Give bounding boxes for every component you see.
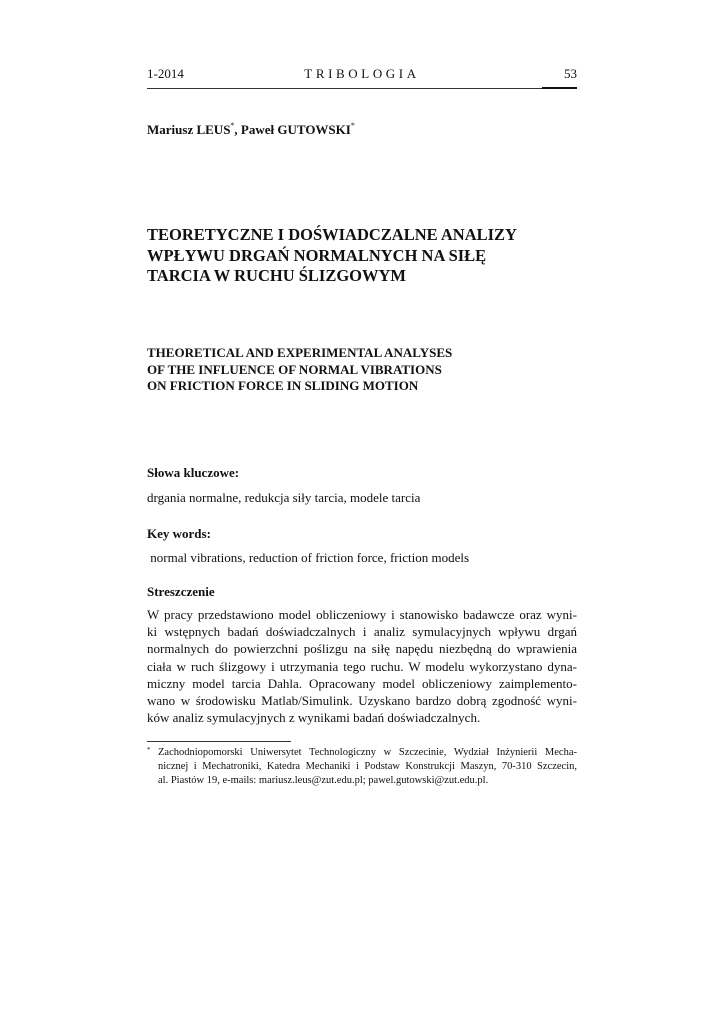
footnote-line: Zachodniopomorski Uniwersytet Technologiczny w Szczecinie, Wydział Inżynierii Mecha- — [158, 747, 577, 758]
footnote — [147, 746, 577, 788]
page-number: 53 — [564, 66, 577, 81]
affiliation-mark: * — [230, 121, 235, 130]
abstract-line: wano w środowisku Matlab/Simulink. Uzyskano bardzo dobrą zgodność wyni- — [147, 693, 577, 709]
abstract-line: W pracy przedstawiono model obliczeniowy i stanowisko badawcze oraz wyni- — [147, 607, 577, 622]
title-line: OF THE INFLUENCE OF NORMAL VIBRATIONS — [147, 361, 442, 377]
title-line: WPŁYWU DRGAŃ NORMALNYCH NA SIŁĘ — [147, 245, 487, 265]
keywords-polish-text: drgania normalne, redukcja siły tarcia, modele tarcia — [147, 490, 421, 505]
title-line: TEORETYCZNE I DOŚWIADCZALNE ANALIZY — [147, 225, 517, 244]
author-name: Mariusz LEUS — [147, 122, 231, 137]
abstract-line: ciała w ruch ślizgowy i utrzymania tego ruchu. W modelu wykorzystano dyna- — [147, 658, 577, 674]
abstract-line: miczny model tarcia Dahla. Opracowany model obliczeniowy zaimplemento- — [147, 675, 577, 691]
affiliation-mark: * — [350, 121, 355, 130]
abstract-heading: Streszczenie — [147, 584, 215, 599]
author-separator: , — [234, 122, 241, 137]
footnote-mark: * — [147, 746, 151, 754]
running-header — [147, 66, 577, 88]
title-line: THEORETICAL AND EXPERIMENTAL ANALYSES — [147, 345, 453, 360]
abstract-body — [147, 606, 577, 726]
footnote-divider — [147, 741, 291, 742]
paper-title-english — [147, 345, 577, 395]
keywords-english-text: normal vibrations, reduction of friction force, friction models — [147, 550, 470, 565]
footnote-text — [158, 746, 577, 788]
footnote-line: al. Piastów 19, e-mails: mariusz.leus@zut.edu.pl; pawel.gutowski@zut.edu.pl. — [158, 775, 489, 786]
author-name: Paweł GUTOWSKI — [240, 122, 351, 137]
keywords-polish-heading: Słowa kluczowe: — [147, 465, 240, 480]
title-line: ON FRICTION FORCE IN SLIDING MOTION — [147, 378, 419, 393]
abstract-line: ki wstępnych badań doświadczalnych i analiz symulacyjnych wpływu drgań — [147, 624, 577, 640]
abstract-line: ków analiz symulacyjnych z wynikami badań doświadczalnych. — [147, 710, 481, 726]
journal-issue: 1-2014 — [147, 66, 184, 81]
paper-title-polish — [147, 225, 577, 287]
footnote-line: nicznej i Mechatroniki, Katedra Mechaniki i Podstaw Konstrukcji Maszyn, 70-310 Szczecin, — [158, 761, 577, 772]
title-line: TARCIA W RUCHU ŚLIZGOWYM — [147, 266, 406, 285]
header-divider — [147, 88, 542, 89]
abstract-line: normalnych do powierzchni poślizgu na siłę napędu niezbędną do wprawienia — [147, 641, 577, 657]
header-divider-accent — [542, 87, 577, 89]
author-list — [147, 121, 355, 138]
journal-name: TRIBOLOGIA — [304, 66, 420, 81]
keywords-english-heading: Key words: — [147, 526, 211, 541]
